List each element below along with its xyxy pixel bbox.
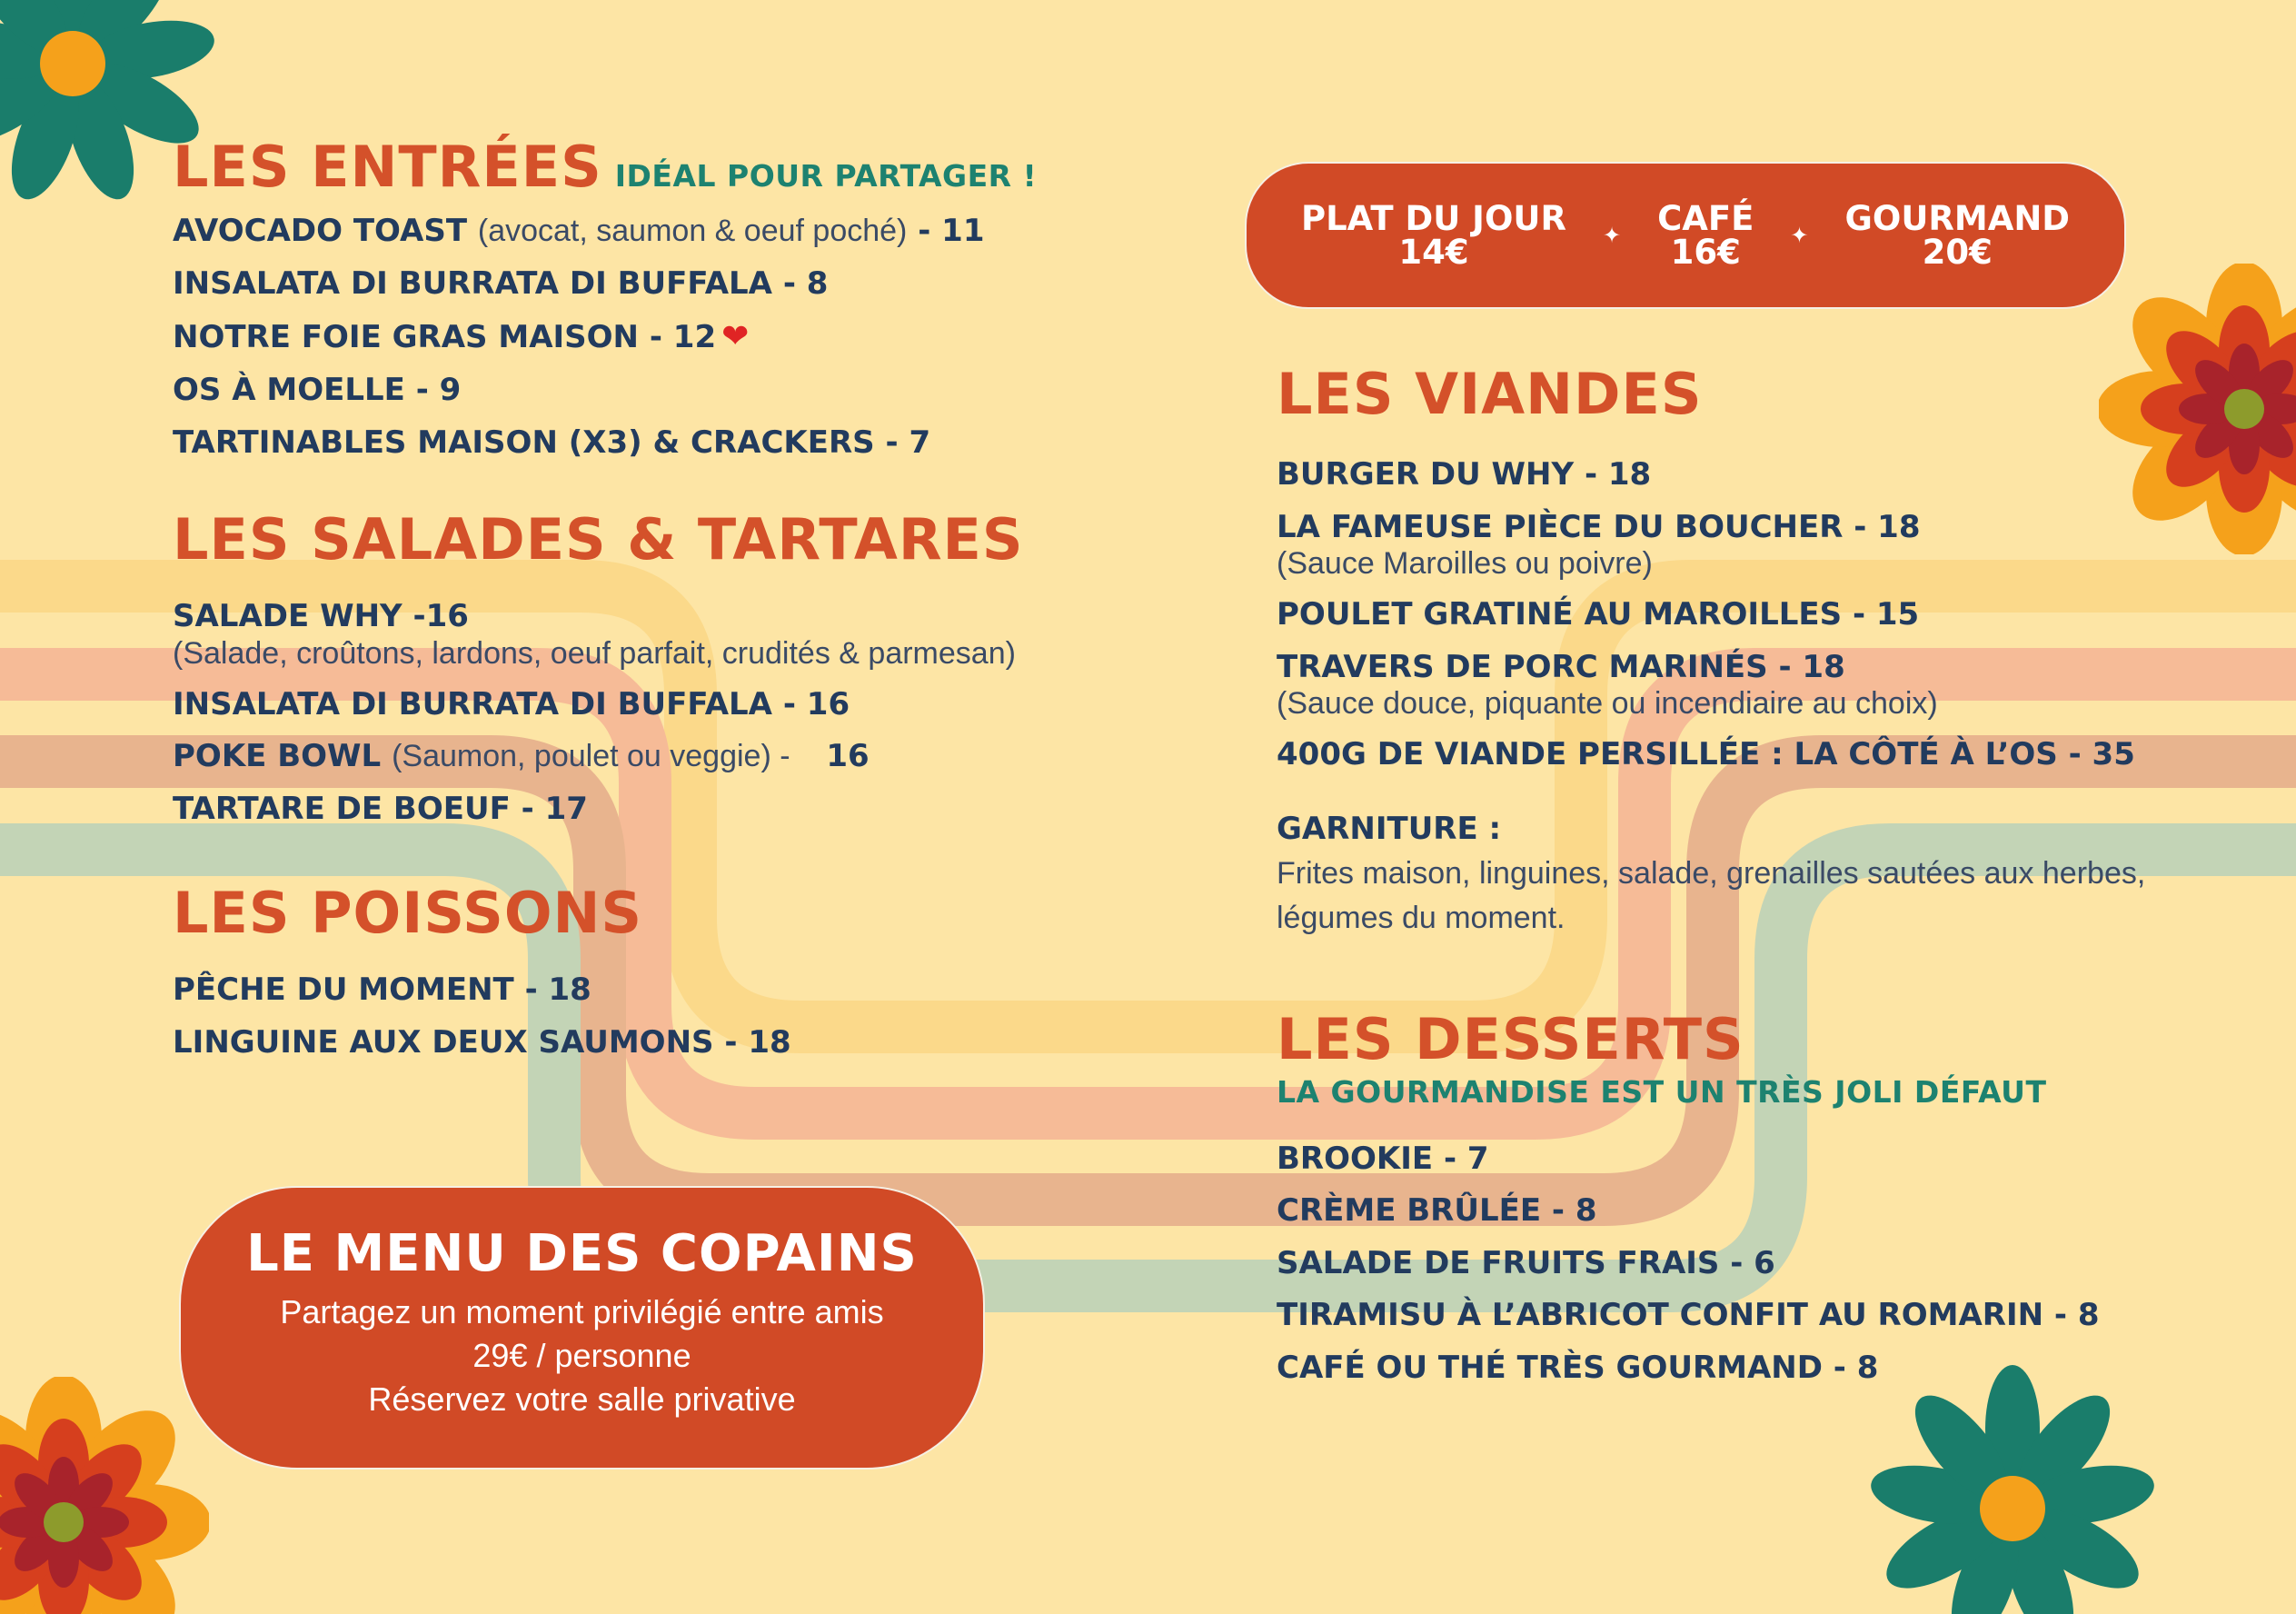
item-name: SALADE WHY -16 (173, 598, 469, 635)
left-column (173, 136, 1081, 1076)
section-title-poissons: LES POISSONS (173, 880, 643, 947)
item-description: (Sauce Maroilles ou poivre) (1277, 546, 1653, 582)
offer-price: 14€ (1398, 233, 1469, 272)
menu-item: CRÈME BRÛLÉE - 8 (1277, 1192, 1597, 1230)
viandes-items (1277, 456, 2240, 774)
item-price: 16 (826, 738, 870, 775)
menu-item: TARTINABLES MAISON (X3) & CRACKERS - 7 (173, 423, 931, 461)
garniture-block (1277, 811, 2240, 942)
menu-item: SALADE DE FRUITS FRAIS - 6 (1277, 1244, 1775, 1281)
entrees-subtitle: IDÉAL POUR PARTAGER ! (614, 158, 1038, 194)
menu-item (173, 213, 1081, 250)
offer-price: 20€ (1922, 233, 1993, 272)
offer-gourmand (1844, 199, 2071, 272)
item-description: (Salade, croûtons, lardons, oeuf parfait, crudités & parmesan) (173, 635, 1016, 671)
copains-reservation: Réservez votre salle privative (368, 1380, 796, 1419)
menu-item (1277, 649, 2240, 722)
copains-price: 29€ / personne (472, 1337, 691, 1375)
menu-item: POULET GRATINÉ AU MAROILLES - 15 (1277, 596, 1920, 633)
right-column (1277, 361, 2240, 1401)
item-name: POKE BOWL (173, 738, 382, 775)
menu-item (173, 738, 1081, 775)
garniture-line-1: Frites maison, linguines, salade, grenailles sautées aux herbes, (1277, 856, 2146, 892)
poissons-items (173, 971, 1081, 1061)
offer-label: GOURMAND (1844, 199, 2071, 238)
offer-cafe (1657, 199, 1754, 272)
section-poissons (173, 882, 1081, 1061)
entrees-title-text: LES ENTRÉES (173, 134, 602, 200)
section-desserts (1277, 1005, 2240, 1388)
offer-plat-du-jour (1300, 199, 1566, 272)
menu-item (1277, 509, 2240, 583)
menu-item: CAFÉ OU THÉ TRÈS GOURMAND - 8 (1277, 1349, 1879, 1386)
copains-tagline: Partagez un moment privilégié entre amis (280, 1293, 884, 1330)
menu-item: OS À MOELLE - 9 (173, 372, 462, 409)
section-title-salades: LES SALADES & TARTARES (173, 505, 1024, 573)
section-viandes (1277, 361, 2240, 942)
section-title-desserts: LES DESSERTS (1277, 1005, 1744, 1072)
menu-item: BURGER DU WHY - 18 (1277, 456, 1652, 493)
section-entrees (173, 136, 1081, 462)
item-name: NOTRE FOIE GRAS MAISON - 12 (173, 319, 717, 356)
menu-item: INSALATA DI BURRATA DI BUFFALA - 16 (173, 685, 850, 722)
section-title-viandes: LES VIANDES (1277, 361, 1703, 427)
copains-title: LE MENU DES COPAINS (246, 1224, 918, 1283)
item-description: (avocat, saumon & oeuf poché) (477, 214, 908, 249)
offer-price: 16€ (1670, 233, 1741, 272)
item-price: - 11 (918, 213, 985, 250)
item-description: (Saumon, poulet ou veggie) - (392, 739, 790, 774)
item-name: TRAVERS DE PORC MARINÉS - 18 (1277, 648, 1845, 685)
menu-item (173, 598, 1081, 672)
item-name: AVOCADO TOAST (173, 213, 468, 250)
item-name: LA FAMEUSE PIÈCE DU BOUCHER - 18 (1277, 508, 1921, 545)
copains-menu-box (179, 1186, 985, 1470)
desserts-items (1277, 1141, 2240, 1387)
entrees-items (173, 213, 1081, 462)
flower-orange-icon (0, 1377, 209, 1614)
menu-item: TIRAMISU À L’ABRICOT CONFIT AU ROMARIN - 8 (1277, 1297, 2100, 1334)
formula-offers-box (1245, 162, 2126, 309)
section-title-entrees (173, 136, 1081, 198)
section-salades (173, 505, 1081, 828)
menu-item: BROOKIE - 7 (1277, 1140, 1489, 1177)
diamond-separator-icon: ✦ (1790, 223, 1809, 248)
desserts-subtitle: LA GOURMANDISE EST UN TRÈS JOLI DÉFAUT (1277, 1073, 2047, 1110)
menu-item: PÊCHE DU MOMENT - 18 (173, 971, 591, 1009)
menu-item: 400G DE VIANDE PERSILLÉE : LA CÔTÉ À L’OS - 35 (1277, 736, 2135, 773)
menu-item: TARTARE DE BOEUF - 17 (173, 790, 588, 827)
diamond-separator-icon: ✦ (1602, 223, 1622, 248)
menu-item: INSALATA DI BURRATA DI BUFFALA - 8 (173, 264, 829, 302)
garniture-line-2: légumes du moment. (1277, 901, 1565, 936)
salades-items (173, 598, 1081, 828)
garniture-label: GARNITURE : (1277, 810, 1502, 847)
heart-icon: ❤ (721, 318, 750, 356)
item-description: (Sauce douce, piquante ou incendiaire au choix) (1277, 686, 1938, 722)
offer-label: CAFÉ (1657, 199, 1754, 238)
menu-item: LINGUINE AUX DEUX SAUMONS - 18 (173, 1023, 791, 1061)
menu-item (173, 317, 1081, 357)
offer-label: PLAT DU JOUR (1300, 199, 1566, 238)
